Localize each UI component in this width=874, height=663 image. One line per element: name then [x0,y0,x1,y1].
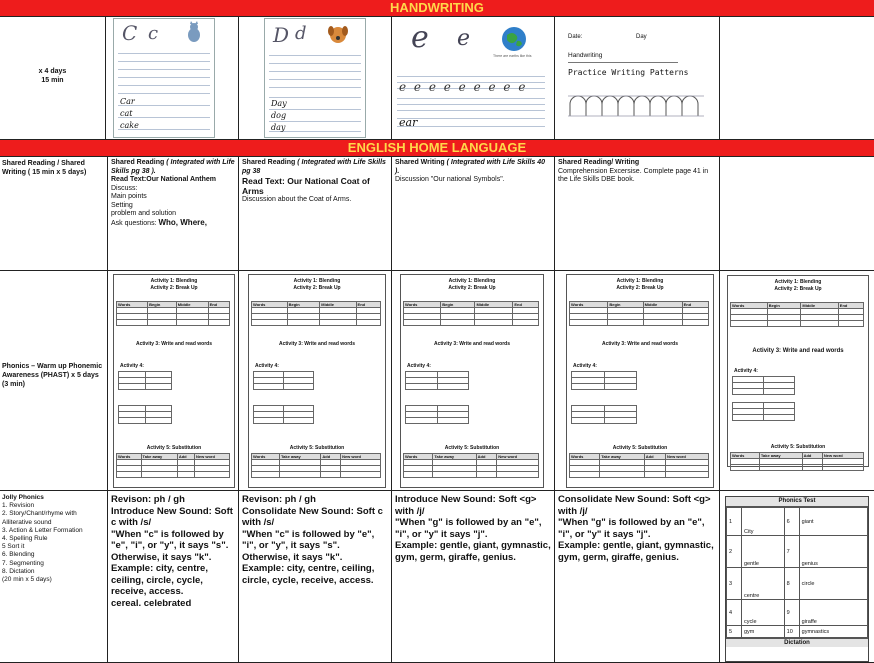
shared-reading-thursday [555,157,719,269]
sr-line: Discuss: [111,184,138,192]
jolly-step: 5 Sort it [2,543,25,551]
activity-5-heading: Activity 5: Substitution [444,445,500,451]
activity-2-heading: Activity 2: Break Up [448,285,496,291]
activity-2-heading: Activity 2: Break Up [293,285,341,291]
jolly-monday [108,492,238,662]
sr-read-text: Our National Coat of Arms [242,176,370,196]
jolly-phonics-label [0,492,106,662]
activity-5-heading: Activity 5: Substitution [612,445,668,451]
jolly-line: Example: gentle, giant, gymnastic, gym, germ, giraffe, genius. [558,540,714,563]
activity-2-heading: Activity 2: Break Up [150,285,198,291]
jolly-line: Introduce New Sound: Soft <g> with /j/ [395,494,537,517]
jolly-line: Revison: ph / gh [111,494,185,505]
sr-integration: ( Integrated with Life Skills 40 ). [395,159,546,175]
arch-pattern [568,92,708,118]
jolly-line: Example: city, centre, ceiling, circle, cycle, receive, access. [111,563,208,597]
activity-4-heading: Activity 4: [734,368,758,374]
activity-3-heading: Activity 3: Write and read words [433,341,511,347]
e-pattern: e e e e e e e e e [399,80,528,94]
activity-4-heading: Activity 4: [255,363,279,369]
handwriting-duration [0,17,105,139]
substitution-table: Words Take away Add New word [403,453,539,478]
activity-4b-table [118,405,172,424]
blending-table: Words Begin Middle End [251,301,381,326]
glyph-lower-e: e [457,26,471,51]
sr-integration: ( Integrated with Life Skills pg 38 [242,159,386,175]
dog-icon [327,23,349,45]
jolly-step: 2. Story/Chant/rhyme with Alliterative sound [2,510,77,526]
jolly-line: Consolidate New Sound: Soft <g> with /j/ [558,494,711,517]
activity-3-heading: Activity 3: Write and read words [135,341,213,347]
sr-title: Shared Reading [242,159,296,166]
dictation-label: Dictation [726,638,868,647]
activity-3-heading: Activity 3: Write and read words [601,341,679,347]
sr-line: Main points [111,193,147,200]
activity-2-heading: Activity 2: Break Up [774,286,822,292]
shared-reading-wednesday [392,157,554,269]
sr-ask: Ask questions: [111,219,157,227]
jolly-thursday [555,492,719,662]
activity-4-table [405,371,469,390]
activity-4-heading: Activity 4: [573,363,597,369]
substitution-table: Words Take away Add New word [116,453,230,478]
activity-5-heading: Activity 5: Substitution [289,445,345,451]
activity-4-heading: Activity 4: [407,363,431,369]
jolly-step: 1. Revision [2,502,35,510]
handwriting-sheet-c [113,18,215,138]
sr-line: Discussion "Our national Symbols". [395,176,505,183]
blending-table: Words Begin Middle End [730,302,864,327]
phonics-test-table [726,507,868,638]
english-home-language-header: ENGLISH HOME LANGUAGE [0,140,874,156]
jolly-step: (20 min x 5 days) [2,576,52,584]
substitution-table: Words Take away Add New word [251,453,381,478]
jolly-line: "When "c" is followed by "e", "i", or "y", it says "s". Otherwise, it says "k". [111,528,229,563]
handwriting-sheet-d [264,18,366,138]
activity-5-heading: Activity 5: Substitution [146,445,202,451]
glyph-lower-d: d [295,23,307,44]
activity-1-heading: Activity 1: Blending [293,278,341,284]
handwriting-word: dog [271,111,287,120]
handwriting-days: x 4 days [38,68,67,75]
glyph-upper-e: e [411,20,429,55]
sr-read-label: Read Text: [242,176,285,186]
activity-5-heading: Activity 5: Substitution [770,444,826,450]
phonics-worksheet [113,274,235,488]
phonics-worksheet [566,274,714,488]
handwriting-word: Day [271,99,287,108]
blending-table: Words Begin Middle End [116,301,230,326]
phonics-test [725,496,869,662]
jolly-line: Example: city, centre, ceiling, circle, cycle, receive, access. [242,563,375,586]
handwriting-minutes: 15 min [41,77,64,84]
sr-line: Comprehension Excersise. Complete page 41 in the Life Skills DBE book. [558,167,709,183]
sr-read-text: Our National Anthem [146,176,217,183]
jolly-step: 7. Segmenting [2,559,44,567]
phonics-worksheet [400,274,544,488]
jolly-line: "When "g" is followed by an "e", "i", or "y" it says "j". [558,517,705,540]
activity-3-heading: Activity 3: Write and read words [278,341,356,347]
activity-4b-table [571,405,637,424]
jolly-wednesday [392,492,554,662]
jolly-tuesday [239,492,391,662]
activity-4b-table [253,405,314,424]
jolly-line: Example: gentle, giant, gymnastic, gym, germ, giraffe, genius. [395,540,551,563]
table-row: 1 City 6 giant [727,508,868,536]
globe-caption: There are earths like this [493,54,532,58]
jolly-line: Consolidate New Sound: Soft c with /s/ [242,505,383,528]
handwriting-word: ear [399,116,418,129]
phonics-worksheet [727,275,869,467]
sr-read-label: Read Text: [111,176,147,183]
blending-table: Words Begin Middle End [569,301,709,326]
glyph-lower-c: c [148,23,159,44]
jolly-step: 6. Blending [2,551,35,559]
day-label: Day [636,34,647,40]
sr-ask-q: Who, Where, [158,217,207,227]
globe-icon [501,26,527,52]
sr-title: Shared Writing [395,159,445,166]
blending-table: Words Begin Middle End [403,301,539,326]
sr-integration: ( Integrated with Life Skills pg 38 ). [111,159,235,175]
jolly-line: "When "g" is followed by an "e", "i", or "y" it says "j". [395,517,542,540]
sr-title: Shared Reading [111,159,165,166]
activity-1-heading: Activity 1: Blending [616,278,664,284]
jolly-line: Introduce New Sound: Soft c with /s/ [111,505,233,528]
activity-4-table [118,371,172,390]
handwriting-sheet-e [393,18,549,136]
phonics-test-title: Phonics Test [726,497,868,507]
handwriting-patterns-sheet [556,18,716,136]
handwriting-word: day [271,123,286,132]
activity-3-heading: Activity 3: Write and read words [752,348,844,354]
pattern-subtitle: Practice Writing Patterns [568,68,689,77]
jolly-step: 4. Spelling Rule [2,535,48,543]
jolly-line: Revison: ph / gh [242,494,316,505]
activity-4b-table [732,402,795,421]
handwriting-header: HANDWRITING [0,0,874,16]
date-label: Date: [568,34,583,40]
activity-4b-table [405,405,469,424]
table-row: 4 cycle 9 giraffe [727,600,868,626]
table-row: 2 gentle 7 genius [727,536,868,568]
handwriting-word: cake [120,121,139,130]
handwriting-title: Handwriting [568,52,603,59]
glyph-upper-d: D [273,23,290,47]
activity-1-heading: Activity 1: Blending [150,278,198,284]
shared-reading-label: Shared Reading / Shared Writing ( 15 min x 5 days) [2,160,87,176]
activity-4-heading: Activity 4: [120,363,144,369]
jolly-step: 3. Action & Letter Formation [2,526,83,534]
handwriting-word: cat [120,109,133,118]
activity-4-table [253,371,314,390]
phonics-warmup-label: Phonics – Warm up Phonemic Awareness (PHAST) x 5 days (3 min) [2,363,103,388]
sr-line: Discussion about the Coat of Arms. [242,196,352,203]
glyph-upper-c: C [122,21,138,45]
substitution-table: Words Take away Add New word [730,452,864,471]
shared-reading-monday [108,157,238,269]
sr-title: Shared Reading/ Writing [558,159,640,166]
activity-1-heading: Activity 1: Blending [774,279,822,285]
table-row: 3 centre 8 circle [727,568,868,600]
shared-reading-tuesday [239,157,391,269]
jolly-line: "When "c" is followed by "e", "i", or "y", it says "s". Otherwise, it says "k". [242,528,375,563]
activity-4-table [571,371,637,390]
cat-icon [184,21,204,43]
table-row: 5 gym 10 gymnastics [727,626,868,638]
jolly-title: Jolly Phonics [2,494,44,501]
jolly-step: 8. Dictation [2,567,35,575]
substitution-table: Words Take away Add New word [569,453,709,478]
activity-1-heading: Activity 1: Blending [448,278,496,284]
handwriting-word: Car [120,97,135,106]
sr-line: Setting [111,201,133,209]
sr-line: problem and solution [111,210,176,217]
activity-4-table [732,376,795,395]
activity-2-heading: Activity 2: Break Up [616,285,664,291]
phonics-worksheet [248,274,386,488]
jolly-line: cereal. celebrated [111,597,192,609]
